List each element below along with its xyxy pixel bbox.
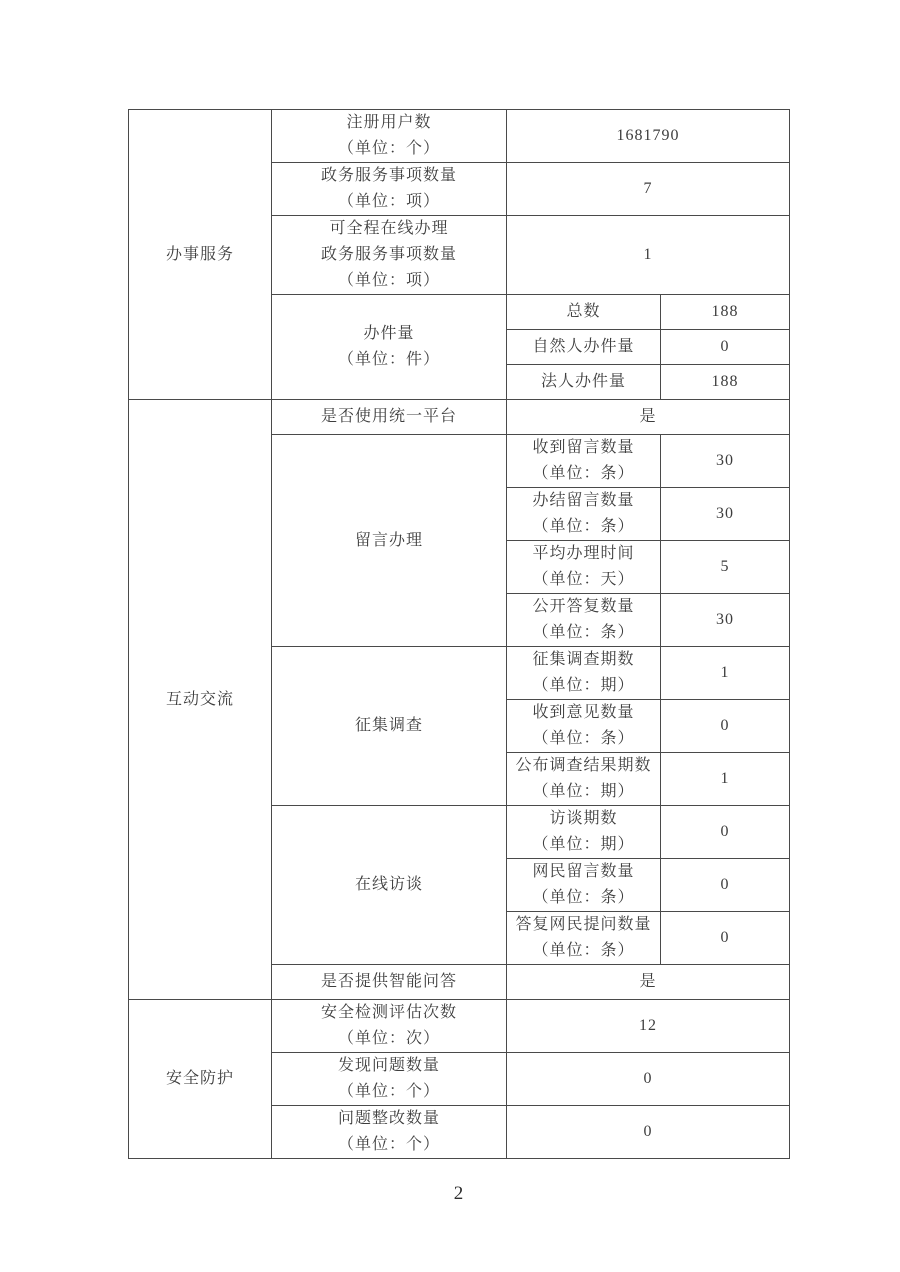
metric-value: 0 xyxy=(507,1106,790,1159)
metric-value: 1 xyxy=(507,216,790,295)
sub-metric-label: 访谈期数 xyxy=(549,810,618,827)
sub-metric-label: 收到意见数量 xyxy=(532,704,635,721)
metric-unit: （单位：条） xyxy=(532,730,635,747)
category-service: 办事服务 xyxy=(129,110,272,400)
sub-metric-label-cell xyxy=(507,859,661,912)
category-interaction: 互动交流 xyxy=(129,400,272,1000)
metric-label: 政务服务事项数量 xyxy=(320,167,457,184)
metric-value: 是 xyxy=(507,965,790,1000)
sub-metric-label: 网民留言数量 xyxy=(532,863,635,880)
sub-metric-label: 收到留言数量 xyxy=(532,439,635,456)
table-row xyxy=(129,1000,790,1053)
metric-value: 7 xyxy=(507,163,790,216)
metric-unit: （单位：条） xyxy=(532,518,635,535)
metric-unit: （单位：个） xyxy=(337,140,440,157)
category-security: 安全防护 xyxy=(129,1000,272,1159)
metric-unit: （单位：个） xyxy=(337,1083,440,1100)
metric-label: 发现问题数量 xyxy=(337,1057,440,1074)
page-number: 2 xyxy=(453,1183,464,1204)
annual-report-table xyxy=(128,109,790,1159)
metric-unit: （单位：次） xyxy=(337,1030,440,1047)
metric-unit: （单位：条） xyxy=(532,465,635,482)
metric-unit: （单位：期） xyxy=(532,783,635,800)
metric-value: 30 xyxy=(661,488,790,541)
metric-value: 1 xyxy=(661,647,790,700)
metric-value: 0 xyxy=(661,912,790,965)
metric-label-cell xyxy=(272,110,507,163)
metric-unit: （单位：个） xyxy=(337,1136,440,1153)
sub-metric-label-cell xyxy=(507,488,661,541)
metric-unit: （单位：件） xyxy=(337,351,440,368)
sub-metric-label-cell xyxy=(507,806,661,859)
sub-metric-label-cell xyxy=(507,700,661,753)
metric-label: 在线访谈 xyxy=(272,806,507,965)
metric-label: 安全检测评估次数 xyxy=(320,1004,457,1021)
sub-metric-label: 征集调查期数 xyxy=(532,651,635,668)
metric-label-cell xyxy=(272,216,507,295)
metric-unit: （单位：项） xyxy=(337,193,440,210)
metric-label-cell xyxy=(272,163,507,216)
sub-metric-label-cell xyxy=(507,594,661,647)
table-row xyxy=(129,400,790,435)
metric-value: 0 xyxy=(661,806,790,859)
metric-label: 政务服务事项数量 xyxy=(320,246,457,263)
metric-unit: （单位：条） xyxy=(532,889,635,906)
sub-metric-label-cell xyxy=(507,912,661,965)
metric-value: 5 xyxy=(661,541,790,594)
metric-value: 1681790 xyxy=(507,110,790,163)
sub-metric-label-cell xyxy=(507,541,661,594)
metric-unit: （单位：条） xyxy=(532,942,635,959)
metric-value: 0 xyxy=(661,700,790,753)
metric-label-cell xyxy=(272,1000,507,1053)
metric-label: 留言办理 xyxy=(272,435,507,647)
metric-value: 是 xyxy=(507,400,790,435)
metric-label: 是否提供智能问答 xyxy=(272,965,507,1000)
metric-value: 0 xyxy=(661,859,790,912)
metric-value: 188 xyxy=(661,295,790,330)
metric-value: 1 xyxy=(661,753,790,806)
metric-unit: （单位：期） xyxy=(532,677,635,694)
metric-value: 30 xyxy=(661,594,790,647)
metric-unit: （单位：条） xyxy=(532,624,635,641)
metric-value: 0 xyxy=(507,1053,790,1106)
metric-label: 注册用户数 xyxy=(346,114,432,131)
metric-value: 188 xyxy=(661,365,790,400)
metric-unit: （单位：项） xyxy=(337,272,440,289)
metric-label-cell xyxy=(272,295,507,400)
sub-metric-label: 答复网民提问数量 xyxy=(515,916,652,933)
metric-label: 是否使用统一平台 xyxy=(272,400,507,435)
sub-metric-label: 平均办理时间 xyxy=(532,545,635,562)
metric-label: 可全程在线办理 xyxy=(329,220,449,237)
sub-metric-label: 法人办件量 xyxy=(507,365,661,400)
sub-metric-label: 公布调查结果期数 xyxy=(515,757,652,774)
metric-value: 12 xyxy=(507,1000,790,1053)
table-row xyxy=(129,110,790,163)
metric-label: 办件量 xyxy=(363,325,415,342)
sub-metric-label-cell xyxy=(507,647,661,700)
sub-metric-label: 总数 xyxy=(507,295,661,330)
metric-label-cell xyxy=(272,1106,507,1159)
sub-metric-label-cell xyxy=(507,435,661,488)
sub-metric-label: 公开答复数量 xyxy=(532,598,635,615)
sub-metric-label: 自然人办件量 xyxy=(507,330,661,365)
metric-value: 30 xyxy=(661,435,790,488)
metric-unit: （单位：期） xyxy=(532,836,635,853)
metric-label: 问题整改数量 xyxy=(337,1110,440,1127)
metric-label-cell xyxy=(272,1053,507,1106)
metric-value: 0 xyxy=(661,330,790,365)
metric-unit: （单位：天） xyxy=(532,571,635,588)
sub-metric-label-cell xyxy=(507,753,661,806)
metric-label: 征集调查 xyxy=(272,647,507,806)
sub-metric-label: 办结留言数量 xyxy=(532,492,635,509)
